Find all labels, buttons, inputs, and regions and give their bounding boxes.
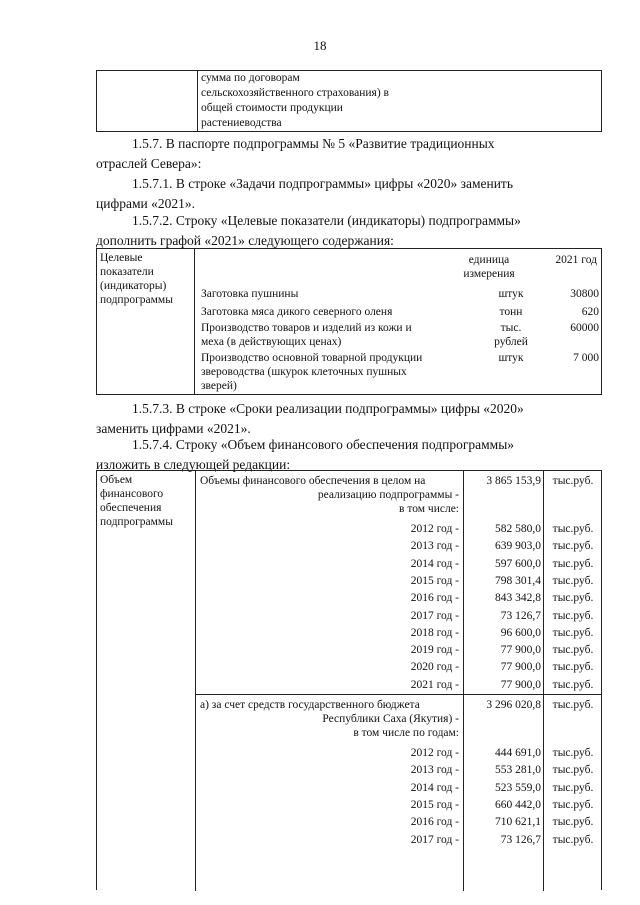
year-label: 2013 год -: [410, 540, 459, 553]
year-sum: 710 621,1: [495, 816, 541, 829]
indicator-name: [201, 351, 471, 393]
label-line: Объем: [100, 474, 133, 486]
year-label: 2014 год -: [410, 557, 459, 570]
paragraph-line: 1.5.7.2. Строку «Целевые показатели (индикаторы) подпрограммы»: [132, 213, 521, 228]
year-unit: тыс.руб.: [552, 833, 594, 846]
year-label: 2012 год -: [410, 747, 459, 759]
year-label: 2012 год -: [410, 523, 459, 535]
paragraph-line: 1.5.7. В паспорте подпрограммы № 5 «Развитие традиционных: [132, 136, 495, 151]
paragraph-line: 1.5.7.1. В строке «Задачи подпрограммы» цифры «2020» заменить: [132, 176, 513, 191]
year-sum: 77 900,0: [500, 678, 541, 691]
indicators-label-cell: [97, 249, 195, 394]
year-sum: 73 126,7: [500, 609, 541, 622]
indicator-value: 620: [581, 306, 599, 318]
year-sum: 77 900,0: [500, 644, 541, 657]
indicator-value: 7 000: [573, 352, 599, 364]
year-label: 2015 год -: [410, 798, 459, 811]
year-sum: 523 559,0: [495, 781, 541, 794]
column-divider: [463, 471, 464, 891]
year-unit: тыс.руб.: [552, 592, 594, 605]
year-unit: тыс.руб.: [552, 626, 594, 639]
indicator-unit-line: тыс.: [500, 322, 522, 334]
indicator-name-line: Производство товаров и изделий из кожи и: [201, 322, 412, 334]
continuation-text: [201, 71, 591, 131]
paragraph-1-5-7: [96, 134, 602, 174]
indicator-name: Заготовка мяса дикого северного оленя: [201, 306, 393, 318]
year-sum: 582 580,0: [495, 523, 541, 535]
year-unit: тыс.руб.: [552, 574, 594, 587]
paragraph-1-5-7-4: [96, 435, 602, 475]
paragraph-line: изложить в следующей редакции:: [96, 457, 291, 472]
label-line: подпрограммы: [100, 516, 173, 528]
unit-header-line: единица: [468, 254, 510, 266]
label-line: финансового: [100, 488, 164, 500]
paragraph-line: дополнить графой «2021» следующего содержания:: [96, 233, 394, 248]
indicators-table: [96, 248, 602, 395]
paragraph-1-5-7-3: [96, 399, 602, 439]
year-label: 2018 год -: [410, 626, 459, 639]
year-header: 2021 год: [555, 254, 597, 266]
year-label: 2013 год -: [410, 764, 459, 777]
year-unit: тыс.руб.: [552, 781, 594, 794]
unit-header: [449, 253, 529, 281]
year-sum: 444 691,0: [495, 747, 541, 759]
year-unit: тыс.руб.: [552, 557, 594, 570]
indicator-unit: штук: [498, 352, 524, 364]
state-desc-line: Республики Саха (Якутия) -: [322, 713, 459, 725]
label-line: обеспечения: [100, 502, 162, 514]
financing-table: [96, 470, 602, 890]
label-line: (индикаторы): [100, 280, 167, 292]
continuation-line: сельскохозяйственного страхования) в: [201, 87, 389, 99]
paragraph-line: цифрами «2021».: [96, 196, 195, 211]
year-unit: тыс.руб.: [552, 747, 594, 759]
indicator-name-line: звероводства (шкурок клеточных пушных: [201, 366, 407, 378]
continuation-line: сумма по договорам: [201, 72, 300, 84]
indicator-value: 60000: [570, 322, 599, 334]
year-label: 2014 год -: [410, 781, 459, 794]
year-unit: тыс.руб.: [552, 798, 594, 811]
label-line: Целевые: [100, 252, 143, 264]
continuation-table: [96, 70, 602, 132]
continuation-line: растениеводства: [201, 117, 282, 129]
page-number: 18: [313, 38, 327, 53]
year-unit: тыс.руб.: [552, 764, 594, 777]
continuation-line: общей стоимости продукции: [201, 102, 343, 114]
paragraph-line: отраслей Севера»:: [96, 156, 202, 171]
year-label: 2015 год -: [410, 574, 459, 587]
indicator-name-line: зверей): [201, 380, 237, 392]
indicator-name-line: Производство основной товарной продукции: [201, 352, 423, 364]
year-sum: 73 126,7: [500, 833, 541, 846]
indicator-value: 30800: [570, 288, 599, 300]
indicator-unit-line: рублей: [494, 336, 528, 348]
indicator-unit: тонн: [499, 306, 523, 318]
year-unit: тыс.руб.: [552, 540, 594, 553]
year-unit: тыс.руб.: [552, 678, 594, 691]
paragraph-line: 1.5.7.3. В строке «Сроки реализации подпрограммы» цифры «2020»: [132, 401, 524, 416]
label-line: подпрограммы: [100, 294, 173, 306]
state-unit: тыс.руб.: [552, 699, 594, 711]
year-label: 2016 год -: [410, 816, 459, 829]
year-sum: 798 301,4: [495, 574, 541, 587]
label-line: показатели: [100, 266, 154, 278]
paragraph-1-5-7-2: [96, 211, 602, 251]
financing-label-cell: [97, 471, 196, 891]
year-sum: 597 600,0: [495, 557, 541, 570]
year-unit: тыс.руб.: [552, 816, 594, 829]
indicator-name-line: меха (в действующих ценах): [201, 336, 342, 348]
year-sum: 96 600,0: [500, 626, 541, 639]
year-unit: тыс.руб.: [552, 644, 594, 657]
state-desc-line: а) за счет средств государственного бюджета: [200, 699, 420, 711]
total-desc-line: Объемы финансового обеспечения в целом на: [200, 475, 426, 487]
unit-header-line: измерения: [463, 268, 515, 280]
state-sum: 3 296 020,8: [486, 699, 541, 711]
year-sum: 553 281,0: [495, 764, 541, 777]
year-label: 2021 год -: [410, 678, 459, 691]
paragraph-line: заменить цифрами «2021».: [96, 421, 251, 436]
year-sum: 77 900,0: [500, 661, 541, 674]
total-unit: тыс.руб.: [552, 475, 594, 487]
total-desc-line: реализацию подпрограммы -: [317, 489, 459, 501]
paragraph-line: 1.5.7.4. Строку «Объем финансового обеспечения подпрограммы»: [132, 437, 515, 452]
year-sum: 843 342,8: [495, 592, 541, 605]
indicator-name: [201, 321, 471, 349]
year-unit: тыс.руб.: [552, 523, 594, 535]
state-desc-line: в том числе по годам:: [353, 727, 459, 739]
year-label: 2017 год -: [410, 833, 459, 846]
indicator-name: Заготовка пушнины: [201, 288, 299, 300]
empty-label-cell: [97, 71, 198, 131]
row-divider: [196, 694, 601, 695]
year-unit: тыс.руб.: [552, 661, 594, 674]
year-label: 2020 год -: [410, 661, 459, 674]
year-sum: 660 442,0: [495, 798, 541, 811]
year-label: 2017 год -: [410, 609, 459, 622]
year-unit: тыс.руб.: [552, 609, 594, 622]
year-label: 2016 год -: [410, 592, 459, 605]
total-sum: 3 865 153,9: [486, 475, 541, 487]
year-label: 2019 год -: [410, 644, 459, 657]
indicator-unit: штук: [498, 288, 524, 300]
paragraph-1-5-7-1: [96, 174, 602, 214]
year-sum: 639 903,0: [495, 540, 541, 553]
total-desc-line: в том числе:: [399, 503, 459, 515]
column-divider: [543, 471, 544, 891]
